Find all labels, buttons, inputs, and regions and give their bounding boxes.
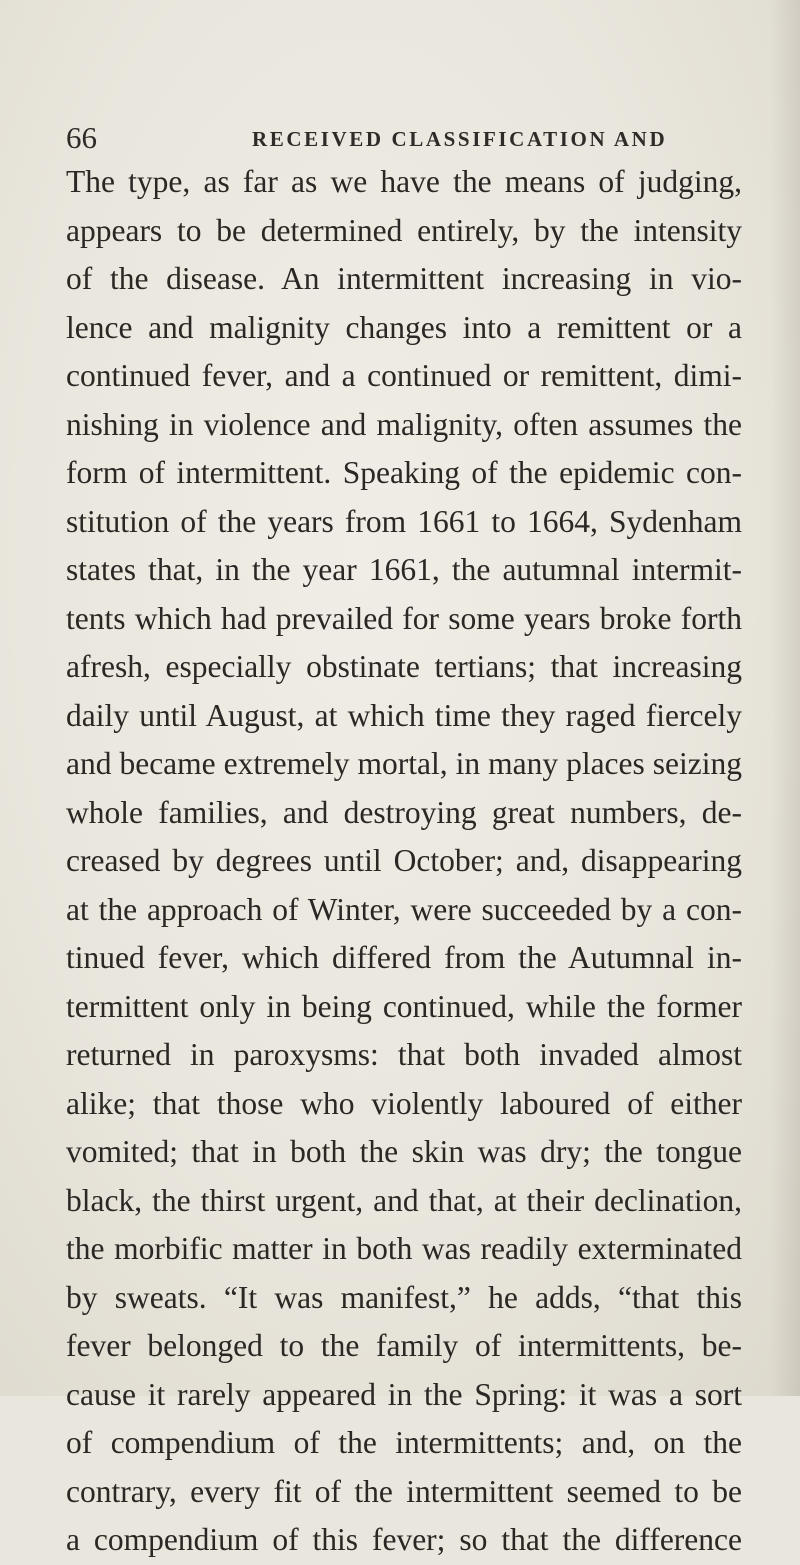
page-header: [66, 118, 706, 158]
text-line: black, the thirst urgent, and that, at their declination,: [66, 1182, 742, 1218]
text-line: fever belonged to the family of intermittents, be-: [66, 1328, 742, 1363]
text-line: continued fever, and a continued or remittent, dimi-: [66, 358, 742, 393]
body-text: [66, 158, 742, 1565]
text-line: vomited; that in both the skin was dry; the tongue: [66, 1134, 742, 1169]
text-line: afresh, especially obstinate tertians; that increasing: [66, 649, 742, 684]
text-line: stitution of the years from 1661 to 1664, Sydenham: [66, 503, 742, 539]
text-line: and became extremely mortal, in many places seizing: [66, 746, 742, 781]
text-line: of compendium of the intermittents; and, on the: [66, 1425, 742, 1460]
page-number: 66: [66, 120, 97, 155]
text-line: daily until August, at which time they raged fiercely: [66, 697, 742, 733]
text-line: tinued fever, which differed from the Autumnal in-: [66, 940, 742, 975]
text-line: alike; that those who violently laboured of either: [66, 1085, 742, 1121]
text-line: contrary, every fit of the intermittent seemed to be: [66, 1473, 742, 1509]
text-line: a compendium of this fever; so that the difference: [66, 1522, 742, 1557]
text-line: termittent only in being continued, while the former: [66, 988, 742, 1024]
text-line: lence and malignity changes into a remittent or a: [66, 309, 742, 345]
page-edge-shadow: [770, 0, 800, 1396]
text-line: whole families, and destroying great numbers, de-: [66, 794, 742, 830]
running-head: RECEIVED CLASSIFICATION AND: [252, 127, 668, 151]
text-line: The type, as far as we have the means of judging,: [66, 164, 742, 199]
text-line: creased by degrees until October; and, disappearing: [66, 843, 742, 878]
text-line: returned in paroxysms: that both invaded almost: [66, 1037, 742, 1072]
text-line: by sweats. “It was manifest,” he adds, “that this: [66, 1279, 742, 1315]
text-line: states that, in the year 1661, the autumnal intermit-: [66, 552, 742, 587]
text-line: tents which had prevailed for some years broke forth: [66, 600, 742, 636]
text-line: cause it rarely appeared in the Spring: it was a sort: [66, 1376, 742, 1412]
text-line: the morbific matter in both was readily exterminated: [66, 1231, 742, 1266]
text-line: of the disease. An intermittent increasing in vio-: [66, 261, 742, 296]
text-line: appears to be determined entirely, by the intensity: [66, 212, 742, 248]
text-line: at the approach of Winter, were succeeded by a con-: [66, 891, 742, 927]
text-line: form of intermittent. Speaking of the epidemic con-: [66, 455, 742, 490]
text-line: nishing in violence and malignity, often assumes the: [66, 406, 742, 442]
